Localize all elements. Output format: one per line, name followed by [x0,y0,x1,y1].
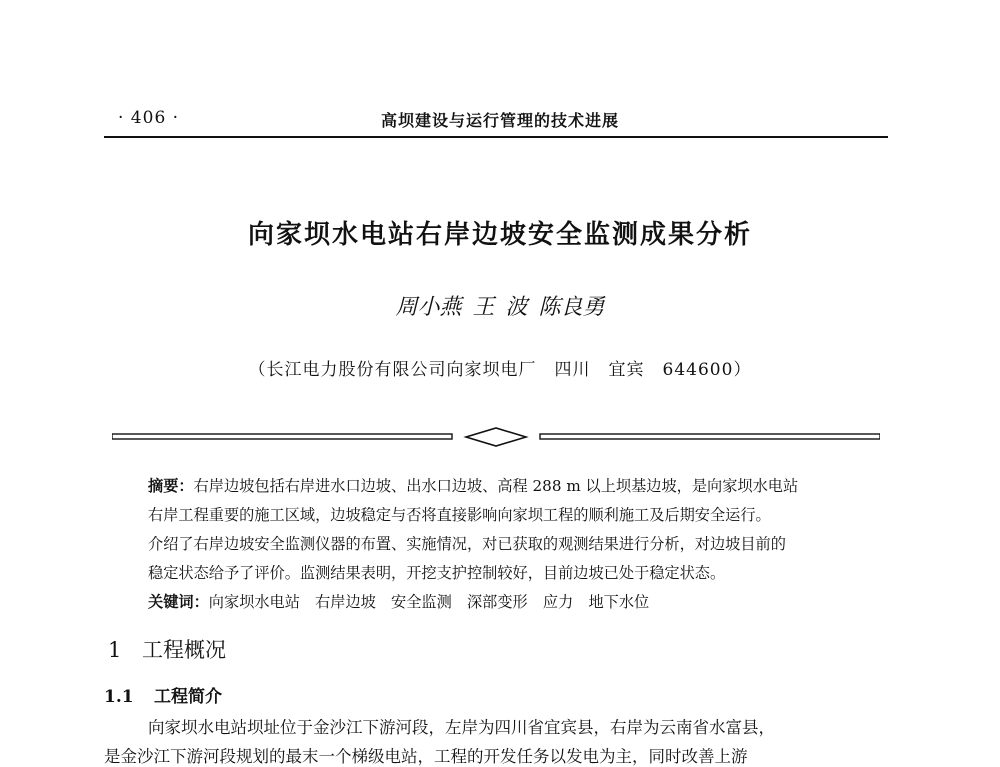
subsection-title: 工程简介 [154,687,222,707]
abstract-line: 介绍了右岸边坡安全监测仪器的布置、实施情况，对已获取的观测结果进行分析，对边坡目前的 [148,535,786,553]
body-paragraph-line: 是金沙江下游河段规划的最末一个梯级电站，工程的开发任务以发电为主，同时改善上游 [104,747,748,766]
abstract-line: 摘要：右岸边坡包括右岸进水口边坡、出水口边坡、高程 288 m 以上坝基边坡，是向家坝水电站 [148,477,799,495]
keywords [148,588,868,617]
affiliation: （长江电力股份有限公司向家坝电厂 四川 宜宾 644600） [248,360,752,380]
section-heading-1-1 [104,682,222,707]
running-header: 高坝建设与运行管理的技术进展 [380,111,619,130]
section-title: 工程概况 [142,638,226,662]
header-rule [104,136,888,138]
page-number: · 406 · [118,108,180,128]
diamond-ornament-icon [466,428,526,446]
body-paragraph-line: 向家坝水电站坝址位于金沙江下游河段，左岸为四川省宜宾县，右岸为云南省水富县， [148,718,775,737]
section-heading-1 [108,634,226,664]
ornament-divider [112,426,880,448]
keywords-label: 关键词： [148,593,209,611]
keywords-text: 向家坝水电站 右岸边坡 安全监测 深部变形 应力 地下水位 [208,593,650,611]
abstract-label: 摘要： [148,477,194,495]
abstract-line: 稳定状态给予了评价。监测结果表明，开挖支护控制较好，目前边坡已处于稳定状态。 [148,564,726,582]
authors: 周小燕 王 波 陈良勇 [395,295,605,320]
subsection-number: 1.1 [104,687,134,707]
abstract-line: 右岸工程重要的施工区域，边坡稳定与否将直接影响向家坝工程的顺利施工及后期安全运行。 [148,506,771,524]
section-number: 1 [108,638,122,662]
abstract [148,472,868,617]
article-title: 向家坝水电站右岸边坡安全监测成果分析 [247,220,752,250]
